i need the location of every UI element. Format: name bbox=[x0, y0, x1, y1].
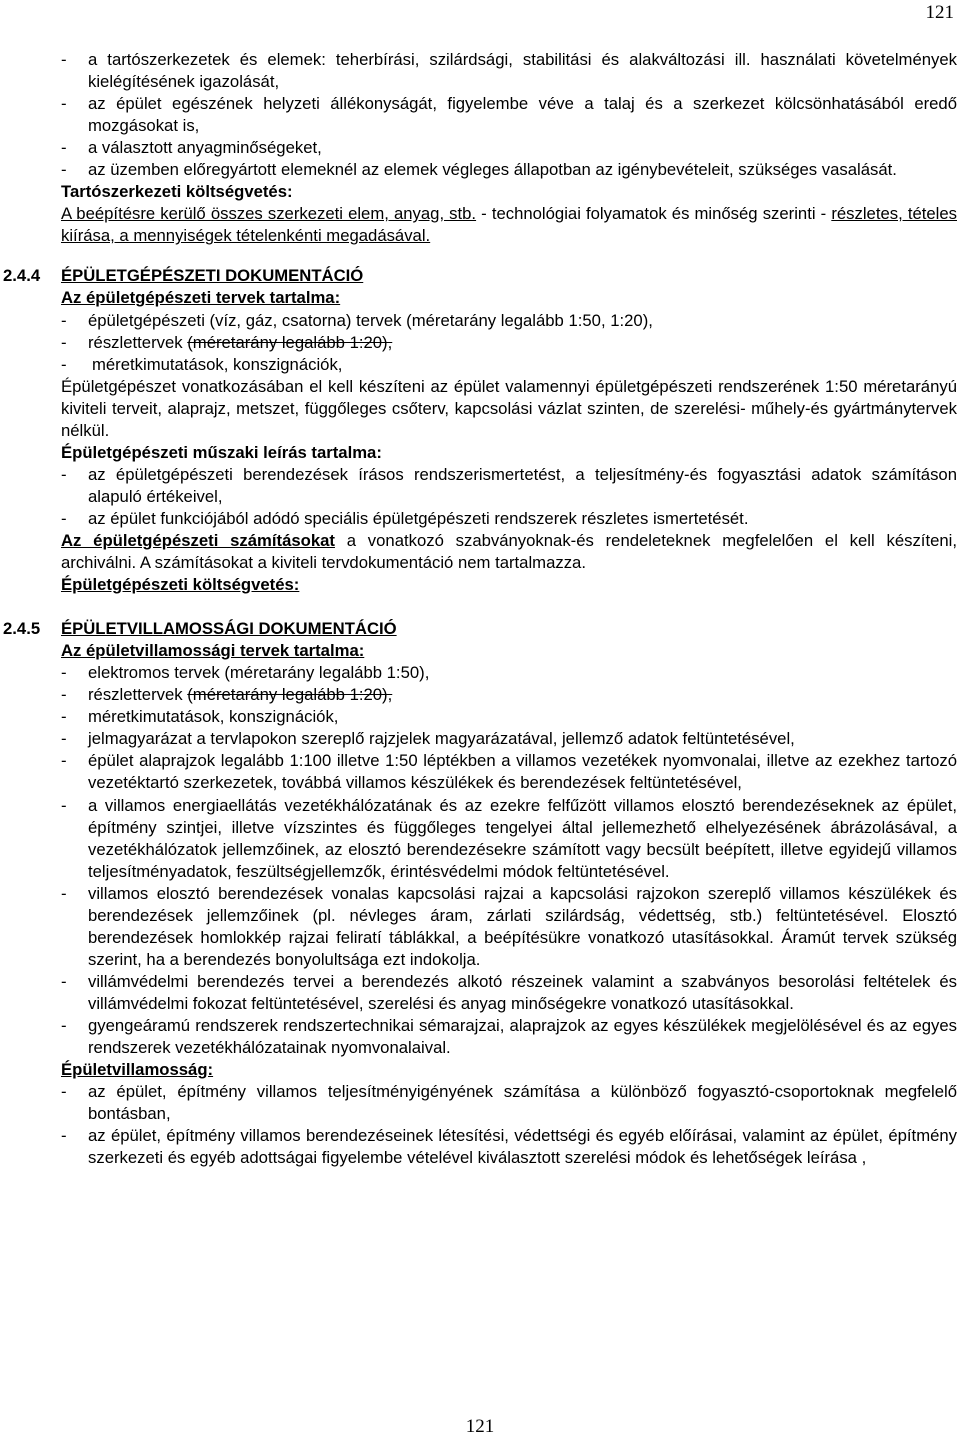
list-item: - az épület egészének helyzeti állékonyságát, figyelembe véve a talaj és a szerkezet kölcsönhatásából eredő mozgásokat is, bbox=[61, 94, 957, 136]
list-item: - elektromos tervek (méretarány legalább 1:50), bbox=[61, 663, 430, 683]
electrical-heading: Épületvillamosság: bbox=[61, 1060, 214, 1080]
page-number-bottom: 121 bbox=[465, 1416, 495, 1437]
mechanical-description-heading: Épületgépészeti műszaki leírás tartalma: bbox=[61, 442, 382, 462]
list-item: - gyengeáramú rendszerek rendszertechnikai sémarajzai, alaprajzok az egyes készülékek megjelölésével és az egyes rendszerek vezetékhálózatainak nyomvonalaival. bbox=[61, 1015, 957, 1058]
list-item: - méretkimutatások, konszignációk, bbox=[61, 354, 343, 374]
list-item: - méretkimutatások, konszignációk, bbox=[61, 707, 339, 727]
list-item: - épület alaprajzok legalább 1:100 illetve 1:50 léptékben a villamos vezetékek nyomvonalai, illetve az ezekhez tartozó vezetéktartó szerkezetek, továbbá villamos készülékek és berendezések feltüntetésével, bbox=[61, 751, 957, 793]
section-heading-2-4-5: 2.4.5 ÉPÜLETVILLAMOSSÁGI DOKUMENTÁCIÓ bbox=[3, 619, 397, 639]
list-item: - az épület, építmény villamos berendezéseinek létesítési, védettségi és egyéb előírásai, valamint az épület, építmény szerkezeti és egyéb adottságai figyelembe vételével kiválasztott szerelési módok és lehetőségek leírása , bbox=[61, 1126, 957, 1168]
page-number-top: 121 bbox=[925, 2, 954, 23]
mechanical-plans-heading: Az épületgépészeti tervek tartalma: bbox=[61, 288, 341, 308]
list-item: - villámvédelmi berendezés tervei a berendezés alkotó részeinek valamint a szabványos besorolási feltételek és villámvédelmi fokozat feltüntetésével, szerelési és anyag minőségekre vonatkozó utasításokkal. bbox=[61, 971, 957, 1013]
list-item: - az épület funkciójából adódó speciális épületgépészeti rendszerek részletes ismertetését. bbox=[61, 508, 749, 528]
electrical-plans-heading: Az épületvillamossági tervek tartalma: bbox=[61, 641, 365, 661]
list-item: - jelmagyarázat a tervlapokon szereplő rajzjelek magyarázatával, jellemző adatok feltüntetésével, bbox=[61, 729, 795, 749]
mechanical-budget-heading: Épületgépészeti költségvetés: bbox=[61, 575, 300, 595]
mechanical-calculations: Az épületgépészeti számításokat a vonatkozó szabványoknak-és rendeleteknek megfelelően el kell készíteni, archiválni. A számításokat a kiviteli tervdokumentáció nem tartalmazza. bbox=[61, 530, 957, 573]
list-item: - az üzemben előregyártott elemeknél az elemek végleges állapotban az igénybevételeit, szükséges vasalását. bbox=[61, 160, 897, 180]
list-item: - részlettervek (méretarány legalább 1:20), bbox=[61, 685, 393, 705]
structural-budget-heading: Tartószerkezeti költségvetés: bbox=[61, 182, 293, 202]
document-body bbox=[3, 49, 957, 1169]
list-item: - a tartószerkezetek és elemek: teherbírási, szilárdsági, stabilitási és alakváltozási ill. használati követelmények kielégítésének igazolását, bbox=[61, 50, 957, 92]
list-item: - részlettervek (méretarány legalább 1:20), bbox=[61, 332, 393, 352]
list-item: - épületgépészeti (víz, gáz, csatorna) tervek (méretarány legalább 1:50, 1:20), bbox=[61, 310, 653, 330]
list-item: - a villamos energiaellátás vezetékhálózatának és az ezekre felfűzött villamos elosztó berendezéseknek az épület, építmény szintjei, illetve vízszintes és függőleges tengelyei által jellemezhető elhelyezésének ábrázolásával, a vezetékhálózatok jellemzőinek, az elosztó berendezésekre számított vagy becsült beépített, illetve egyidejű villamos teljesítményadatok, feszültségjellemzők, érintésvédelmi módok feltüntetésével. bbox=[61, 795, 957, 881]
mechanical-paragraph: Épületgépészet vonatkozásában el kell készíteni az épület valamennyi épületgépészeti rendszerének 1:50 méretarányú kiviteli terveit, alaprajz, metszet, függőleges csőterv, kapcsolási vázlat szinten, de szerelési- műhely-és gyártmánytervek nélkül. bbox=[61, 376, 957, 440]
list-item: - villamos elosztó berendezések vonalas kapcsolási rajzai a kapcsolási rajzokon szereplő villamos készülékek és berendezések jellemzőinek (pl. névleges áram, zárlati szilárdság, védettség, stb.) feltüntetésével. Elosztó berendezések homlokkép rajzai feliratí táblákkal, a beépítésükre vonatkozó utasításokkal. Áramút tervek szükség szerint, ha a berendezés bonyolultsága ezt indokolja. bbox=[61, 883, 957, 969]
list-item: - az épületgépészeti berendezések írásos rendszerismertetést, a teljesítmény-és fogyasztási adatok számításon alapuló értékeivel, bbox=[61, 464, 957, 506]
list-item: - az épület, építmény villamos teljesítményigényének számítása a különböző fogyasztó-csoportoknak megfelelő bontásban, bbox=[61, 1082, 957, 1124]
structural-budget-text: A beépítésre kerülő összes szerkezeti elem, anyag, stb. - technológiai folyamatok és minőség szerinti - részletes, tételes kiírása, a mennyiségek tételenkénti megadásával. bbox=[61, 204, 957, 246]
section-heading-2-4-4: 2.4.4 ÉPÜLETGÉPÉSZETI DOKUMENTÁCIÓ bbox=[3, 266, 364, 286]
list-item: - a választott anyagminőségeket, bbox=[61, 138, 322, 158]
